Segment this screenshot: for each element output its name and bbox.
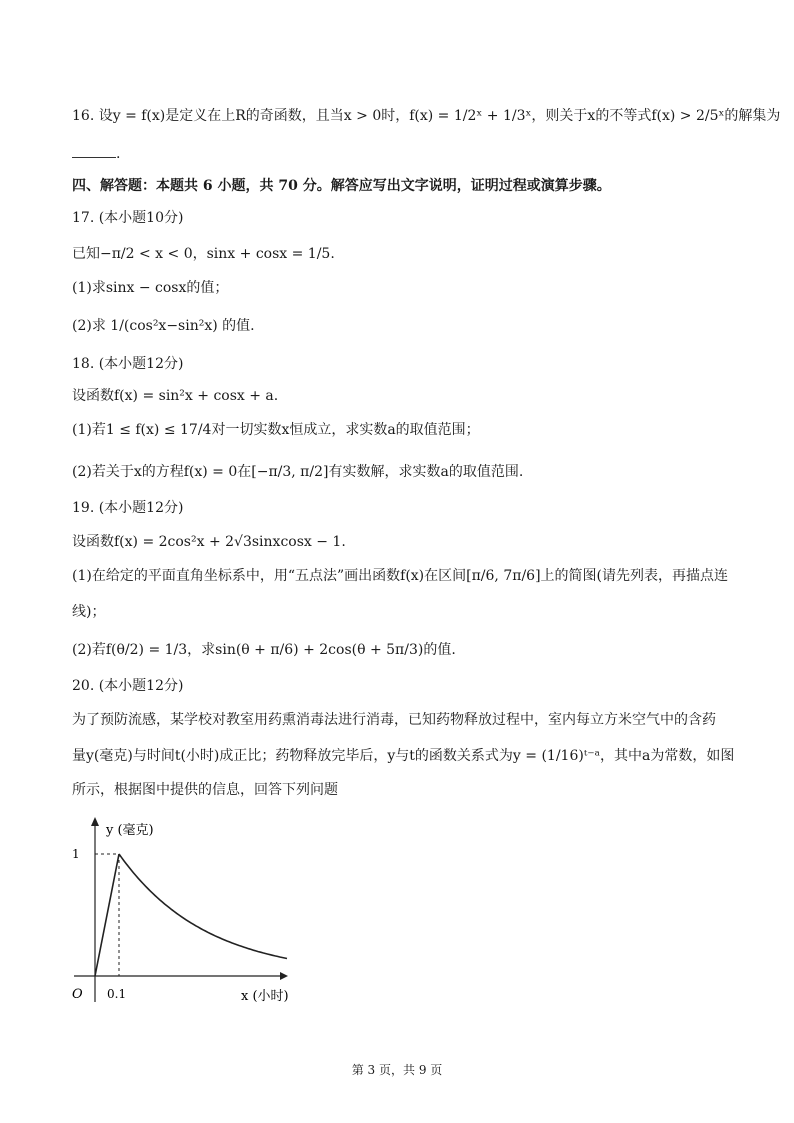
q17-part2: (2)求 1/(cos²x−sin²x) 的值. <box>72 318 255 334</box>
q19-part1-b: 线)； <box>72 604 106 620</box>
y-axis-label: y (毫克) <box>106 823 154 838</box>
q18-part1: (1)若1 ≤ f(x) ≤ 17/4对一切实数x恒成立，求实数a的取值范围； <box>72 422 480 438</box>
q19-part1-a: (1)在给定的平面直角坐标系中，用“五点法”画出函数f(x)在区间[π/6, 7π/6]上的简图(请先列表，再描点连 <box>72 568 728 584</box>
q20-header: 20. (本小题12分) <box>72 678 184 694</box>
q19-given: 设函数f(x) = 2cos²x + 2√3sinxcosx − 1. <box>72 534 346 550</box>
q20-text-2: 量y(毫克)与时间t(小时)成正比；药物释放完毕后，y与t的函数关系式为y = (1/16)ᵗ⁻ᵃ，其中a为常数，如图 <box>72 748 735 764</box>
q16-line1: 16. 设y = f(x)是定义在上R的奇函数，且当x > 0时，f(x) = 1/2ˣ + 1/3ˣ，则关于x的不等式f(x) > 2/5ˣ的解集为 <box>72 108 781 124</box>
q16-end: . <box>116 146 121 162</box>
y-axis-arrow <box>91 817 99 826</box>
q16-line2 <box>72 144 120 164</box>
q18-part2: (2)若关于x的方程f(x) = 0在[−π/3, π/2]有实数解，求实数a的取值范围. <box>72 464 524 480</box>
y-tick-label: 1 <box>72 847 80 861</box>
page-footer: 第 3 页，共 9 页 <box>351 1063 443 1077</box>
q19-header: 19. (本小题12分) <box>72 500 184 516</box>
q17-header: 17. (本小题10分) <box>72 210 184 226</box>
q18-given: 设函数f(x) = sin²x + cosx + a. <box>72 388 279 404</box>
q17-part1: (1)求sinx − cosx的值； <box>72 280 229 296</box>
section-4-heading: 四、解答题：本题共 6 小题，共 70 分。解答应写出文字说明，证明过程或演算步骤。 <box>72 178 611 194</box>
q18-header: 18. (本小题12分) <box>72 356 184 372</box>
q20-text-3: 所示，根据图中提供的信息，回答下列问题 <box>72 782 338 798</box>
concentration-time-figure <box>60 812 310 1012</box>
decay-curve <box>119 854 287 959</box>
linear-release-segment <box>95 854 119 976</box>
q17-given: 已知−π/2 < x < 0，sinx + cosx = 1/5. <box>72 246 335 262</box>
q20-text-1: 为了预防流感，某学校对教室用药熏消毒法进行消毒，已知药物释放过程中，室内每立方米空气中的含药 <box>72 712 716 728</box>
x-axis-arrow <box>280 972 288 980</box>
x-tick-label: 0.1 <box>107 987 127 1001</box>
answer-blank <box>72 145 116 158</box>
origin-label: O <box>72 987 83 1002</box>
q19-part2: (2)若f(θ/2) = 1/3，求sin(θ + π/6) + 2cos(θ + 5π/3)的值. <box>72 642 456 658</box>
x-axis-label: x (小时) <box>241 989 289 1004</box>
